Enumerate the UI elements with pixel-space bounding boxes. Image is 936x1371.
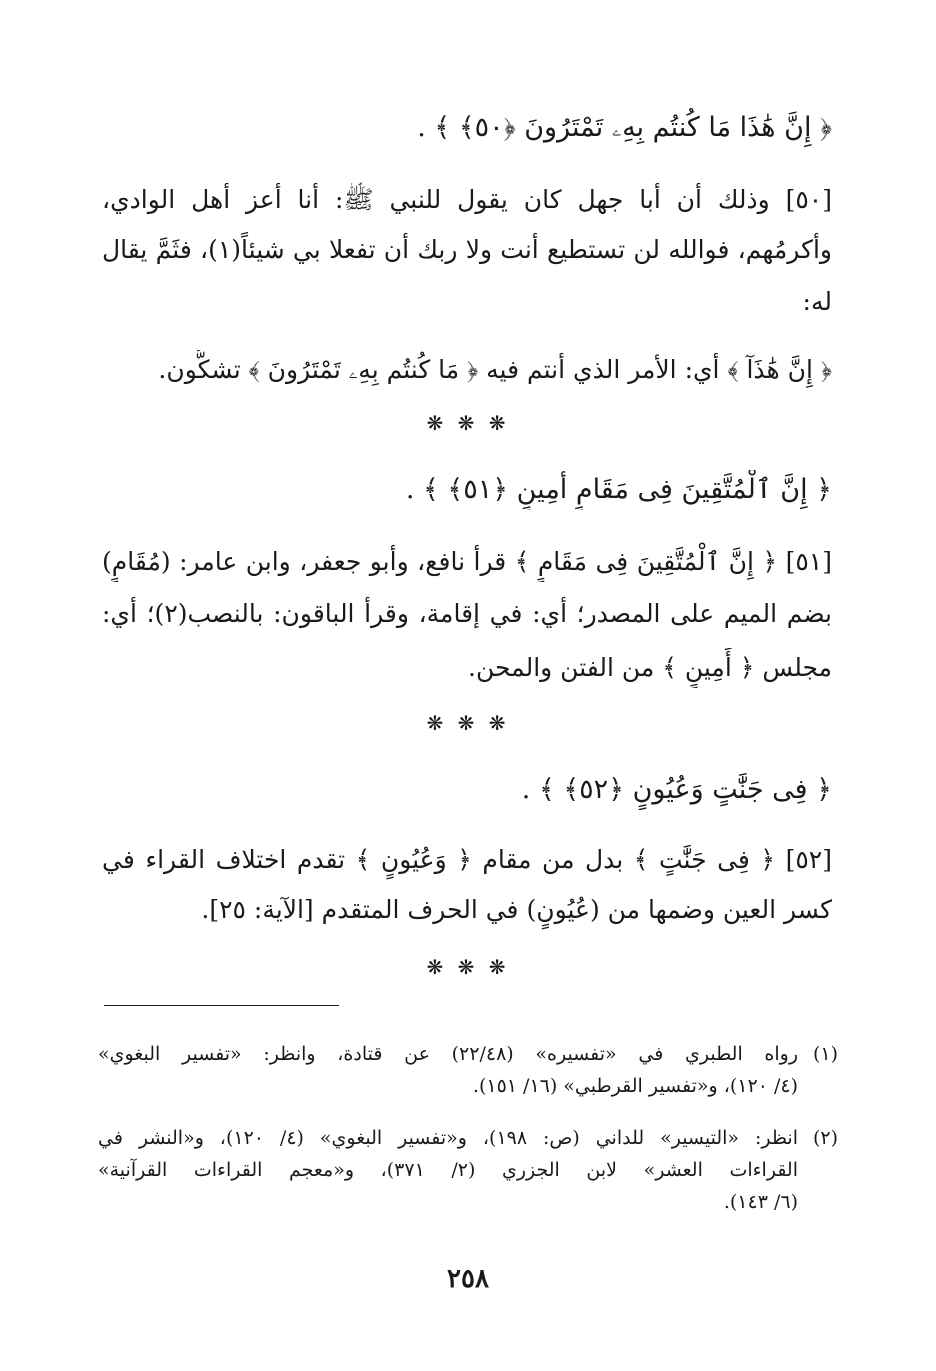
footnote-1-number: (١) bbox=[812, 1043, 838, 1065]
section-separator-2: ❋ ❋ ❋ bbox=[426, 711, 510, 735]
paragraph-50-line-3: له: bbox=[802, 287, 832, 316]
section-separator-1: ❋ ❋ ❋ bbox=[426, 411, 510, 435]
footnote-2 bbox=[98, 1122, 838, 1226]
footnote-2-line-1: انظر: «التيسير» للداني (ص: ١٩٨)، و«تفسير البغوي» (٤/ ١٢٠)، و«النشر في bbox=[98, 1127, 798, 1149]
quran-verse-50: ﴿ إِنَّ هَٰذَا مَا كُنتُم بِهِۦ تَمْتَرُونَ ﴿٥٠﴾ ﴾ . bbox=[417, 112, 832, 143]
paragraph-50-line-2: وأكرمُهم، فوالله لن تستطيع أنت ولا ربك أن تفعلا بي شيئاً(١)، فثَمَّ يقال bbox=[102, 235, 832, 264]
page-number: ٢٥٨ bbox=[447, 1264, 489, 1294]
section-separator-3: ❋ ❋ ❋ bbox=[426, 955, 510, 979]
footnote-divider bbox=[104, 1005, 339, 1006]
paragraph-52-line-1: [٥٢] ﴿ فِى جَنَّٰتٍ ﴾ بدل من مقام ﴿ وَعُيُونٍ ﴾ تقدم اختلاف القراء في bbox=[102, 845, 832, 874]
footnote-2-line-2: القراءات العشر» لابن الجزري (٢/ ٣٧١)، و«معجم القراءات القرآنية» bbox=[98, 1159, 798, 1181]
paragraph-52-line-2: كسر العين وضمها من (عُيُونٍ) في الحرف المتقدم [الآية: ٢٥]. bbox=[201, 895, 832, 924]
footnote-2-number: (٢) bbox=[812, 1127, 838, 1149]
paragraph-51-line-1: [٥١] ﴿ إِنَّ ٱلْمُتَّقِينَ فِى مَقَامٍ ﴾ قرأ نافع، وأبو جعفر، وابن عامر: (مُقَامٍ) bbox=[102, 547, 832, 576]
paragraph-51-line-3: مجلس ﴿ أَمِينٍ ﴾ من الفتن والمحن. bbox=[468, 653, 832, 682]
quran-verse-52: ﴿ فِى جَنَّٰتٍ وَعُيُونٍ ﴿٥٢﴾ ﴾ . bbox=[521, 774, 832, 805]
tafsir-50: ﴿ إِنَّ هَٰذَآ ﴾ أي: الأمر الذي أنتم فيه ﴿ مَا كُنتُم بِهِۦ تَمْتَرُونَ ﴾ تشكُّون. bbox=[158, 355, 832, 384]
quran-verse-51: ﴿ إِنَّ ٱلْمُتَّقِينَ فِى مَقَامٍ أَمِينٍ ﴿٥١﴾ ﴾ . bbox=[405, 474, 832, 505]
paragraph-50-line-1: [٥٠] وذلك أن أبا جهل كان يقول للنبي ﷺ: أنا أعز أهل الوادي، bbox=[102, 185, 832, 214]
footnote-1 bbox=[98, 1038, 838, 1110]
footnote-1-line-1: رواه الطبري في «تفسيره» (٢٢/٤٨) عن قتادة، وانظر: «تفسير البغوي» bbox=[98, 1043, 798, 1065]
footnote-1-line-2: (٤/ ١٢٠)، و«تفسير القرطبي» (١٦/ ١٥١). bbox=[472, 1075, 798, 1097]
footnote-2-line-3: (٦/ ١٤٣). bbox=[723, 1191, 798, 1213]
paragraph-51-line-2: بضم الميم على المصدر؛ أي: في إقامة، وقرأ الباقون: بالنصب(٢)؛ أي: bbox=[102, 599, 832, 628]
